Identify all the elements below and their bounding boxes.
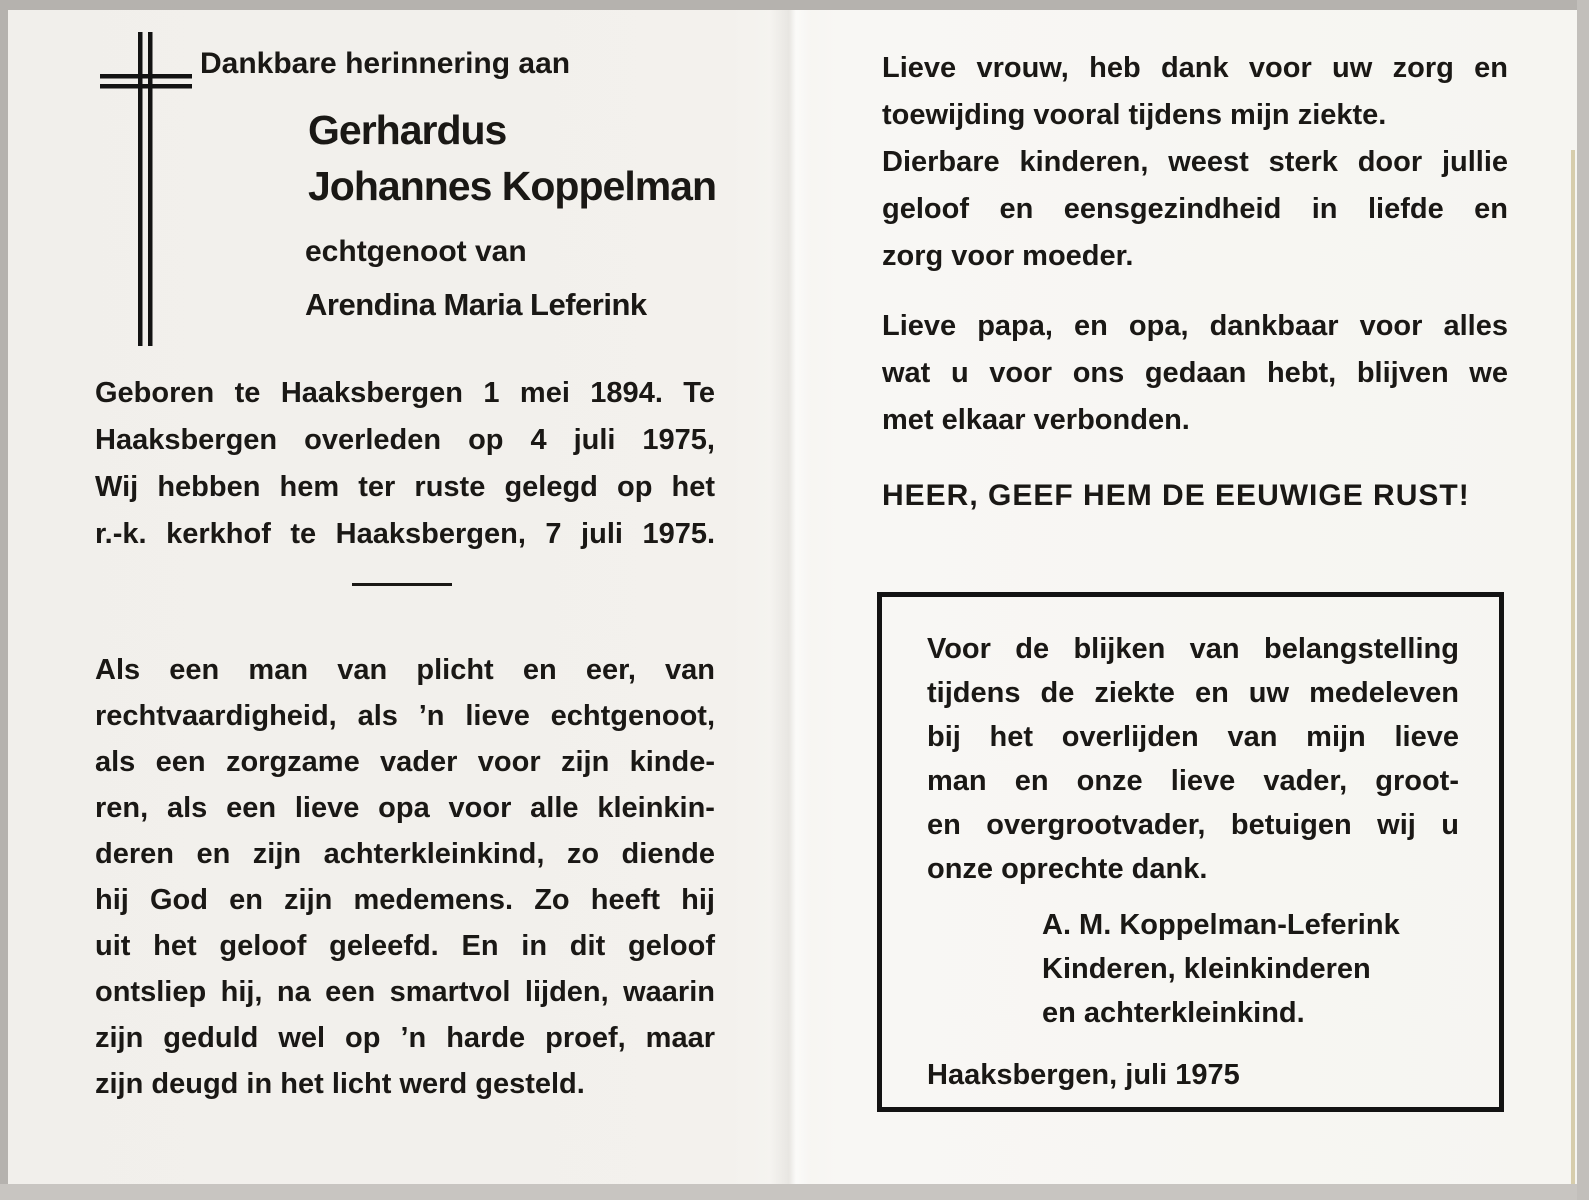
spouse-name: Arendina Maria Leferink: [305, 287, 647, 322]
text-line: Dierbare kinderen, weest sterk door jullie: [882, 146, 1509, 178]
section-divider: [352, 583, 452, 586]
place-date: Haaksbergen, juli 1975: [927, 1059, 1240, 1091]
text-line: Lieve vrouw, heb dank voor uw zorg en: [882, 52, 1508, 84]
text-line: Johannes Koppelman: [308, 163, 717, 209]
text-line: toewijding vooral tijdens mijn ziekte.: [882, 99, 1387, 131]
text-line: Kinderen, kleinkinderen: [1042, 953, 1371, 985]
acknowledgement-paragraph: [927, 627, 1459, 891]
scan-frame-bottom-edge: [0, 1184, 1589, 1200]
deceased-name: [308, 102, 716, 214]
text-line: Lieve papa, en opa, dankbaar voor alles: [882, 310, 1508, 342]
text-line: man en onze lieve vader, groot-: [927, 765, 1459, 797]
text-line: r.-k. kerkhof te Haaksbergen, 7 juli 1975.: [95, 518, 716, 550]
text-line: Voor de blijken van belangstelling: [927, 633, 1459, 665]
relation-label: echtgenoot van: [305, 235, 527, 268]
text-line: en overgrootvader, betuigen wij u: [927, 809, 1459, 841]
text-line: zijn geduld wel op ’n harde proef, maar: [95, 1022, 716, 1054]
text-line: geloof en eensgezindheid in liefde en: [882, 193, 1509, 225]
scan-frame-right-edge: [1577, 0, 1589, 1200]
text-line: rechtvaardigheid, als ’n lieve echtgenoot,: [95, 700, 716, 732]
text-line: Als een man van plicht en eer, van: [95, 654, 716, 686]
tribute-paragraph: [95, 647, 715, 1107]
text-line: Geboren te Haaksbergen 1 mei 1894. Te: [95, 377, 715, 409]
cross-icon: [98, 30, 194, 348]
text-line: A. M. Koppelman-Leferink: [1042, 909, 1400, 941]
text-line: bij het overlijden van mijn lieve: [927, 721, 1459, 753]
text-line: Wij hebben hem ter ruste gelegd op het: [95, 471, 716, 503]
text-line: wat u voor ons gedaan hebt, blijven we: [882, 357, 1508, 389]
text-line: hij God en zijn medemens. Zo heeft hij: [95, 884, 715, 916]
text-line: onze oprechte dank.: [927, 853, 1208, 885]
memorial-card: [8, 10, 1577, 1184]
text-line: als een zorgzame vader voor zijn kinde-: [95, 746, 716, 778]
acknowledgement-box: [877, 592, 1504, 1112]
text-line: ren, als een lieve opa voor alle kleinkin-: [95, 792, 715, 824]
page-title: Dankbare herinnering aan: [200, 47, 571, 80]
text-line: zorg voor moeder.: [882, 240, 1134, 272]
prayer-line: HEER, GEEF HEM DE EEUWIGE RUST!: [882, 479, 1470, 512]
farewell-wife-paragraph: [882, 45, 1508, 280]
card-right-edge-tint: [1571, 150, 1575, 1184]
birth-death-paragraph: [95, 370, 715, 558]
text-line: ontsliep hij, na een smartvol lijden, waarin: [95, 976, 715, 1008]
text-line: uit het geloof geleefd. En in dit geloof: [95, 930, 715, 962]
signature-block: [1042, 903, 1459, 1035]
card-fold-crease: [770, 10, 812, 1184]
text-line: Gerhardus: [308, 107, 507, 153]
text-line: tijdens de ziekte en uw medeleven: [927, 677, 1460, 709]
farewell-father-paragraph: [882, 303, 1508, 444]
text-line: Haaksbergen overleden op 4 juli 1975,: [95, 424, 715, 456]
text-line: en achterkleinkind.: [1042, 997, 1305, 1029]
text-line: deren en zijn achterkleinkind, zo diende: [95, 838, 715, 870]
text-line: zijn deugd in het licht werd gesteld.: [95, 1068, 585, 1100]
text-line: met elkaar verbonden.: [882, 404, 1190, 436]
